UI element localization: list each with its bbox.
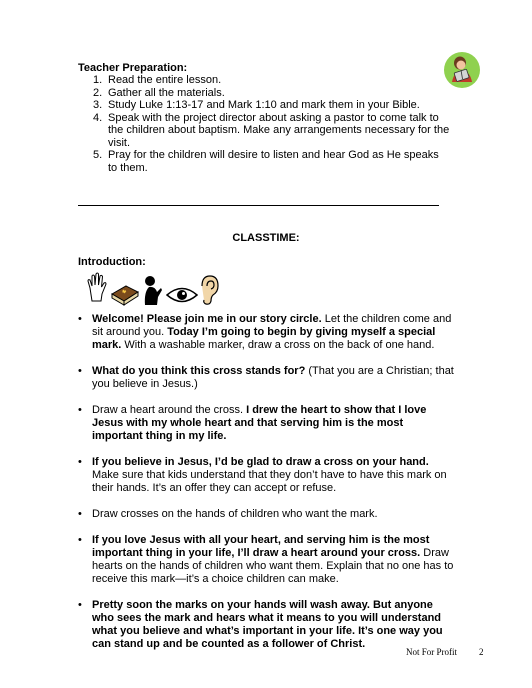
horizontal-divider bbox=[78, 205, 439, 206]
bullet-marker: • bbox=[78, 365, 82, 377]
body-text: (That you are a Christian; that you believe in Jesus.) bbox=[92, 365, 454, 390]
bold-text: I drew the heart to show that I love Jesus with my whole heart and that serving him is the most important thing in my life. bbox=[92, 404, 427, 442]
hand-icon bbox=[86, 272, 108, 302]
teacher-preparation-heading: Teacher Preparation: bbox=[78, 62, 188, 74]
bullet-marker: • bbox=[78, 404, 82, 416]
bullet-item bbox=[78, 599, 456, 651]
bullet-item bbox=[78, 313, 456, 352]
bullet-marker: • bbox=[78, 599, 82, 611]
list-item: 3. Study Luke 1:13-17 and Mark 1:10 and mark them in your Bible. bbox=[93, 99, 420, 111]
bullet-item bbox=[78, 456, 456, 495]
introduction-heading: Introduction: bbox=[78, 256, 146, 268]
praying-person-icon bbox=[141, 274, 165, 306]
footer-note: Not For Profit bbox=[406, 647, 458, 657]
bold-text: Today I’m going to begin by giving myself a special mark. bbox=[92, 326, 436, 351]
list-item: 1. Read the entire lesson. bbox=[93, 74, 222, 86]
senses-icon-row bbox=[86, 272, 226, 312]
bold-text: What do you think this cross stands for? bbox=[92, 365, 306, 377]
body-text: Let the children come and sit around you. bbox=[92, 313, 452, 338]
body-text: Draw a heart around the cross. bbox=[92, 404, 247, 416]
bullet-item bbox=[78, 508, 456, 521]
teacher-reading-icon bbox=[443, 51, 481, 89]
list-item: 5. Pray for the children will desire to listen and hear God as He speaks to them. bbox=[93, 149, 439, 174]
list-item: 2. Gather all the materials. bbox=[93, 86, 225, 99]
bullet-item bbox=[78, 534, 456, 586]
bold-text: If you believe in Jesus, I’d be glad to draw a cross on your hand. bbox=[92, 456, 429, 468]
eye-icon bbox=[166, 286, 198, 304]
bullet-item bbox=[78, 404, 456, 443]
bullet-item bbox=[78, 365, 456, 391]
body-text: Make sure that kids understand that they don’t have to have this mark on their hands. It’s an offer they can accept or refuse. bbox=[92, 469, 447, 494]
bullet-marker: • bbox=[78, 456, 82, 468]
bible-icon bbox=[110, 280, 140, 306]
bullet-marker: • bbox=[78, 508, 82, 520]
introduction-bullet-list bbox=[78, 313, 456, 664]
bullet-marker: • bbox=[78, 534, 82, 546]
body-text: With a washable marker, draw a cross on the back of one hand. bbox=[121, 339, 435, 351]
preparation-list bbox=[78, 74, 450, 174]
bold-text: If you love Jesus with all your heart, and serving him is the most important thing in your life, I’ll draw a heart around your cross. bbox=[92, 534, 430, 559]
bold-text: Pretty soon the marks on your hands will wash away. But anyone who sees the mark and hears what it means to you will understand what you believe and what’s important in your life. It’s one way you can stand up and be counted as a follower of Christ. bbox=[92, 599, 443, 650]
bold-text: Welcome! Please join me in our story circle. bbox=[92, 313, 322, 325]
ear-icon bbox=[198, 274, 220, 306]
list-item: 4. Speak with the project director about asking a pastor to come talk to the children about baptism. Make any arrangements necessary for the visit. bbox=[93, 111, 450, 149]
page-number: 2 bbox=[479, 647, 484, 657]
classtime-heading: CLASSTIME: bbox=[232, 232, 300, 244]
body-text: Draw hearts on the hands of children who want them. Explain that no one has to receive this mark—it’s a choice children can make. bbox=[92, 547, 454, 585]
bullet-marker: • bbox=[78, 313, 82, 325]
body-text: Draw crosses on the hands of children who want the mark. bbox=[92, 508, 378, 520]
